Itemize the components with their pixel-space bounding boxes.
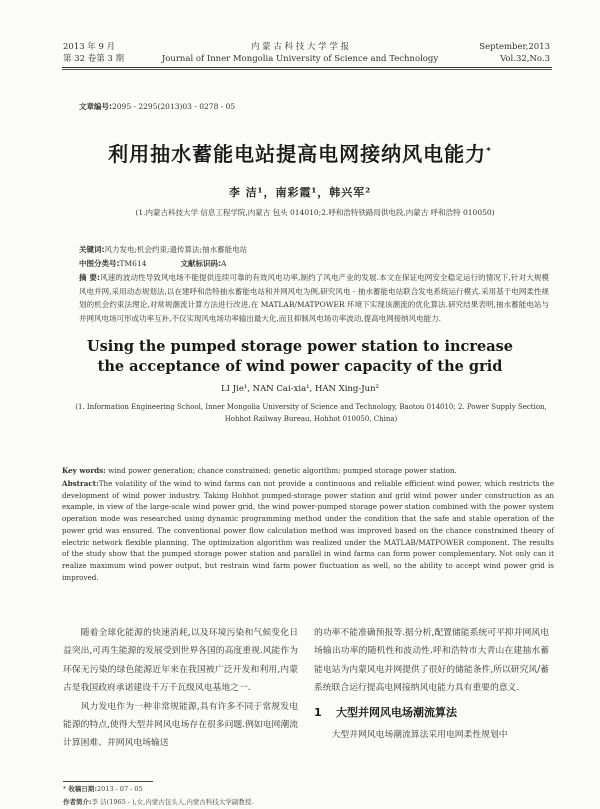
abstract-en-label: Abstract: bbox=[62, 479, 99, 488]
body-column-right bbox=[314, 624, 549, 744]
body-column-left bbox=[63, 624, 298, 753]
journal-name-en: Journal of Inner Mongolia University of Science and Technology bbox=[161, 54, 439, 64]
doc-code-label: 文献标识码: bbox=[180, 259, 221, 268]
abstract-cn-label: 摘 要: bbox=[79, 273, 100, 282]
issue-date: 2013 年 9 月 bbox=[63, 42, 116, 52]
body-paragraph: 大型并网风电场潮流算法采用电网柔性规划中 bbox=[331, 729, 508, 740]
keywords-cn-value: 风力发电;机会约束;遗传算法;抽水蓄能电站 bbox=[104, 245, 248, 254]
keywords-en-label: Key words: bbox=[62, 466, 106, 475]
paper-title-en-line1: Using the pumped storage power station to increase bbox=[87, 338, 513, 355]
paper-title-cn bbox=[0, 138, 600, 167]
section-heading bbox=[314, 704, 549, 722]
paper-title-cn-text: 利用抽水蓄能电站提高电网接纳风电能力 bbox=[108, 142, 487, 166]
clc-value: TM614 bbox=[119, 259, 147, 268]
body-paragraph: 的功率不能准确预报等.据分析,配置储能系统可平抑并网风电场输出功率的随机性和波动性.呼和浩特市大青山在建抽水蓄能电站为内蒙风电并网提供了很好的储能条件,所以研究风/蓄系统联合运行提高电网接纳风电能力具有重要的意义. bbox=[314, 628, 549, 694]
body-paragraph: 风力发电作为一种非常规能源,具有许多不同于常规发电能源的特点,使得大型并网风电场存在很多问题.例如电网潮流计算困难、并网风电场输送 bbox=[63, 701, 298, 749]
footnote-received bbox=[63, 784, 543, 793]
authors-en: LI Jie¹, NAN Cai-xia¹, HAN Xing-Jun² bbox=[221, 384, 379, 394]
body-paragraph: 随着全球化能源的快速消耗,以及环境污染和气候变化日益突出,可再生能源的发展受到世界各国的高度重视.风能作为环保无污染的绿色能源近年来在我国被广泛开发和利用,内蒙古是我国政府承诺建设千万千瓦级风电基地之一. bbox=[63, 628, 298, 694]
received-date: 2013 - 07 - 05 bbox=[96, 785, 143, 793]
paper-title-en bbox=[0, 337, 600, 377]
keywords-cn bbox=[79, 243, 549, 257]
journal-name-cn: 内 蒙 古 科 技 大 学 学 报 bbox=[250, 42, 350, 52]
abstract-en-text: The volatility of the wind to wind farms can not provide a continuous and reliable efficient wind power, which restricts the development of wind power industry. Taking Hohhot pumped-storage power station and grid wind power under construction as an example, in view of the large-scale wind power grid, the wind power-pumped storage power station combined with the power system operation mode was researched using dynamic programming method under the condition that the safe and stable operation of the power grid was ensured. The conventional power flow calculation method was improved based on the chance constrained theory of electric network flexible planning. The optimization algorithm was realized under the MATLAB/MATPOWER component. The results of the study show that the pumped storage power station and parallel in wind farms can form power complementary. Not only can it realize maximum wind power output, but restrain wind farm power fluctuation as well, so the ability to accept wind power grid is improved. bbox=[62, 479, 554, 582]
volume-issue-en: Vol.32,No.3 bbox=[500, 54, 550, 64]
header-rule bbox=[62, 67, 552, 68]
section-title: 大型并网风电场潮流算法 bbox=[336, 705, 457, 719]
keywords-en bbox=[62, 465, 554, 477]
running-header-center bbox=[160, 41, 440, 65]
author-bio: 李 洁(1965 - ),女,内蒙古包头人,内蒙古科技大学副教授. bbox=[91, 798, 254, 806]
abstract-cn bbox=[79, 271, 549, 325]
keywords-en-value: wind power generation; chance constrained; genetic algorithm; pumped storage power station. bbox=[108, 466, 457, 475]
affiliation-cn: (1.内蒙古科技大学 信息工程学院,内蒙古 包头 014010;2.呼和浩特铁路局供电段,内蒙古 呼和浩特 010050) bbox=[135, 208, 495, 217]
doc-code-value: A bbox=[221, 259, 227, 268]
article-number bbox=[79, 101, 235, 112]
issue-month-en: September,2013 bbox=[479, 42, 550, 52]
keywords-cn-label: 关键词: bbox=[79, 245, 105, 254]
article-number-value: 2095 - 2295(2013)03 - 0278 - 05 bbox=[112, 102, 236, 111]
footnote-bullet: * bbox=[63, 785, 69, 793]
paper-title-en-line2: the acceptance of wind power capacity of the grid bbox=[97, 358, 503, 375]
classification-cn bbox=[79, 257, 549, 271]
title-footnote-mark: * bbox=[486, 146, 492, 157]
section-number: 1 bbox=[314, 705, 322, 719]
volume-issue-cn: 第 32 卷第 3 期 bbox=[63, 54, 125, 64]
received-label: 收稿日期: bbox=[68, 785, 97, 793]
running-header-left bbox=[63, 41, 124, 65]
footnote-author bbox=[63, 797, 543, 806]
header-rule-thin bbox=[62, 69, 552, 70]
author-bio-label: 作者简介: bbox=[63, 798, 92, 806]
clc-label: 中图分类号: bbox=[79, 259, 120, 268]
affiliation-en: (1. Information Engineering School, Inner Mongolia University of Science and Technology, Baotou 014010; 2. Power Supply Section, Hohhot Railway Bureau, Hohhot 010050, China) bbox=[75, 403, 547, 423]
article-number-label: 文章编号: bbox=[79, 102, 112, 111]
footnote-rule bbox=[63, 781, 153, 782]
abstract-cn-text: 风速的波动性导致风电场不能提供连续可靠的有效风电功率,制约了风电产业的发展.本文在保证电网安全稳定运行的情况下,针对大规模风电并网,采用动态规划法,以在建呼和浩特抽水蓄能电站和并网风电为例,研究风电 - 抽水蓄能电站联合发电系统运行模式.采用基于电网柔性规划的机会约束法理论,对常规潮流计算方法进行改进,在 MATLAB/MATPOWER 环境下实现该潮流的优化算法.研究结果表明,抽水蓄能电站与并网风电场可形成功率互补,不仅实现风电场功率输出最大化,而且抑制风电场功率波动,提高电网接纳风电能力. bbox=[79, 273, 549, 323]
abstract-en bbox=[62, 478, 554, 583]
authors-cn: 李 洁¹，南彩霞¹，韩兴军² bbox=[228, 186, 372, 199]
running-header-right bbox=[479, 41, 550, 65]
